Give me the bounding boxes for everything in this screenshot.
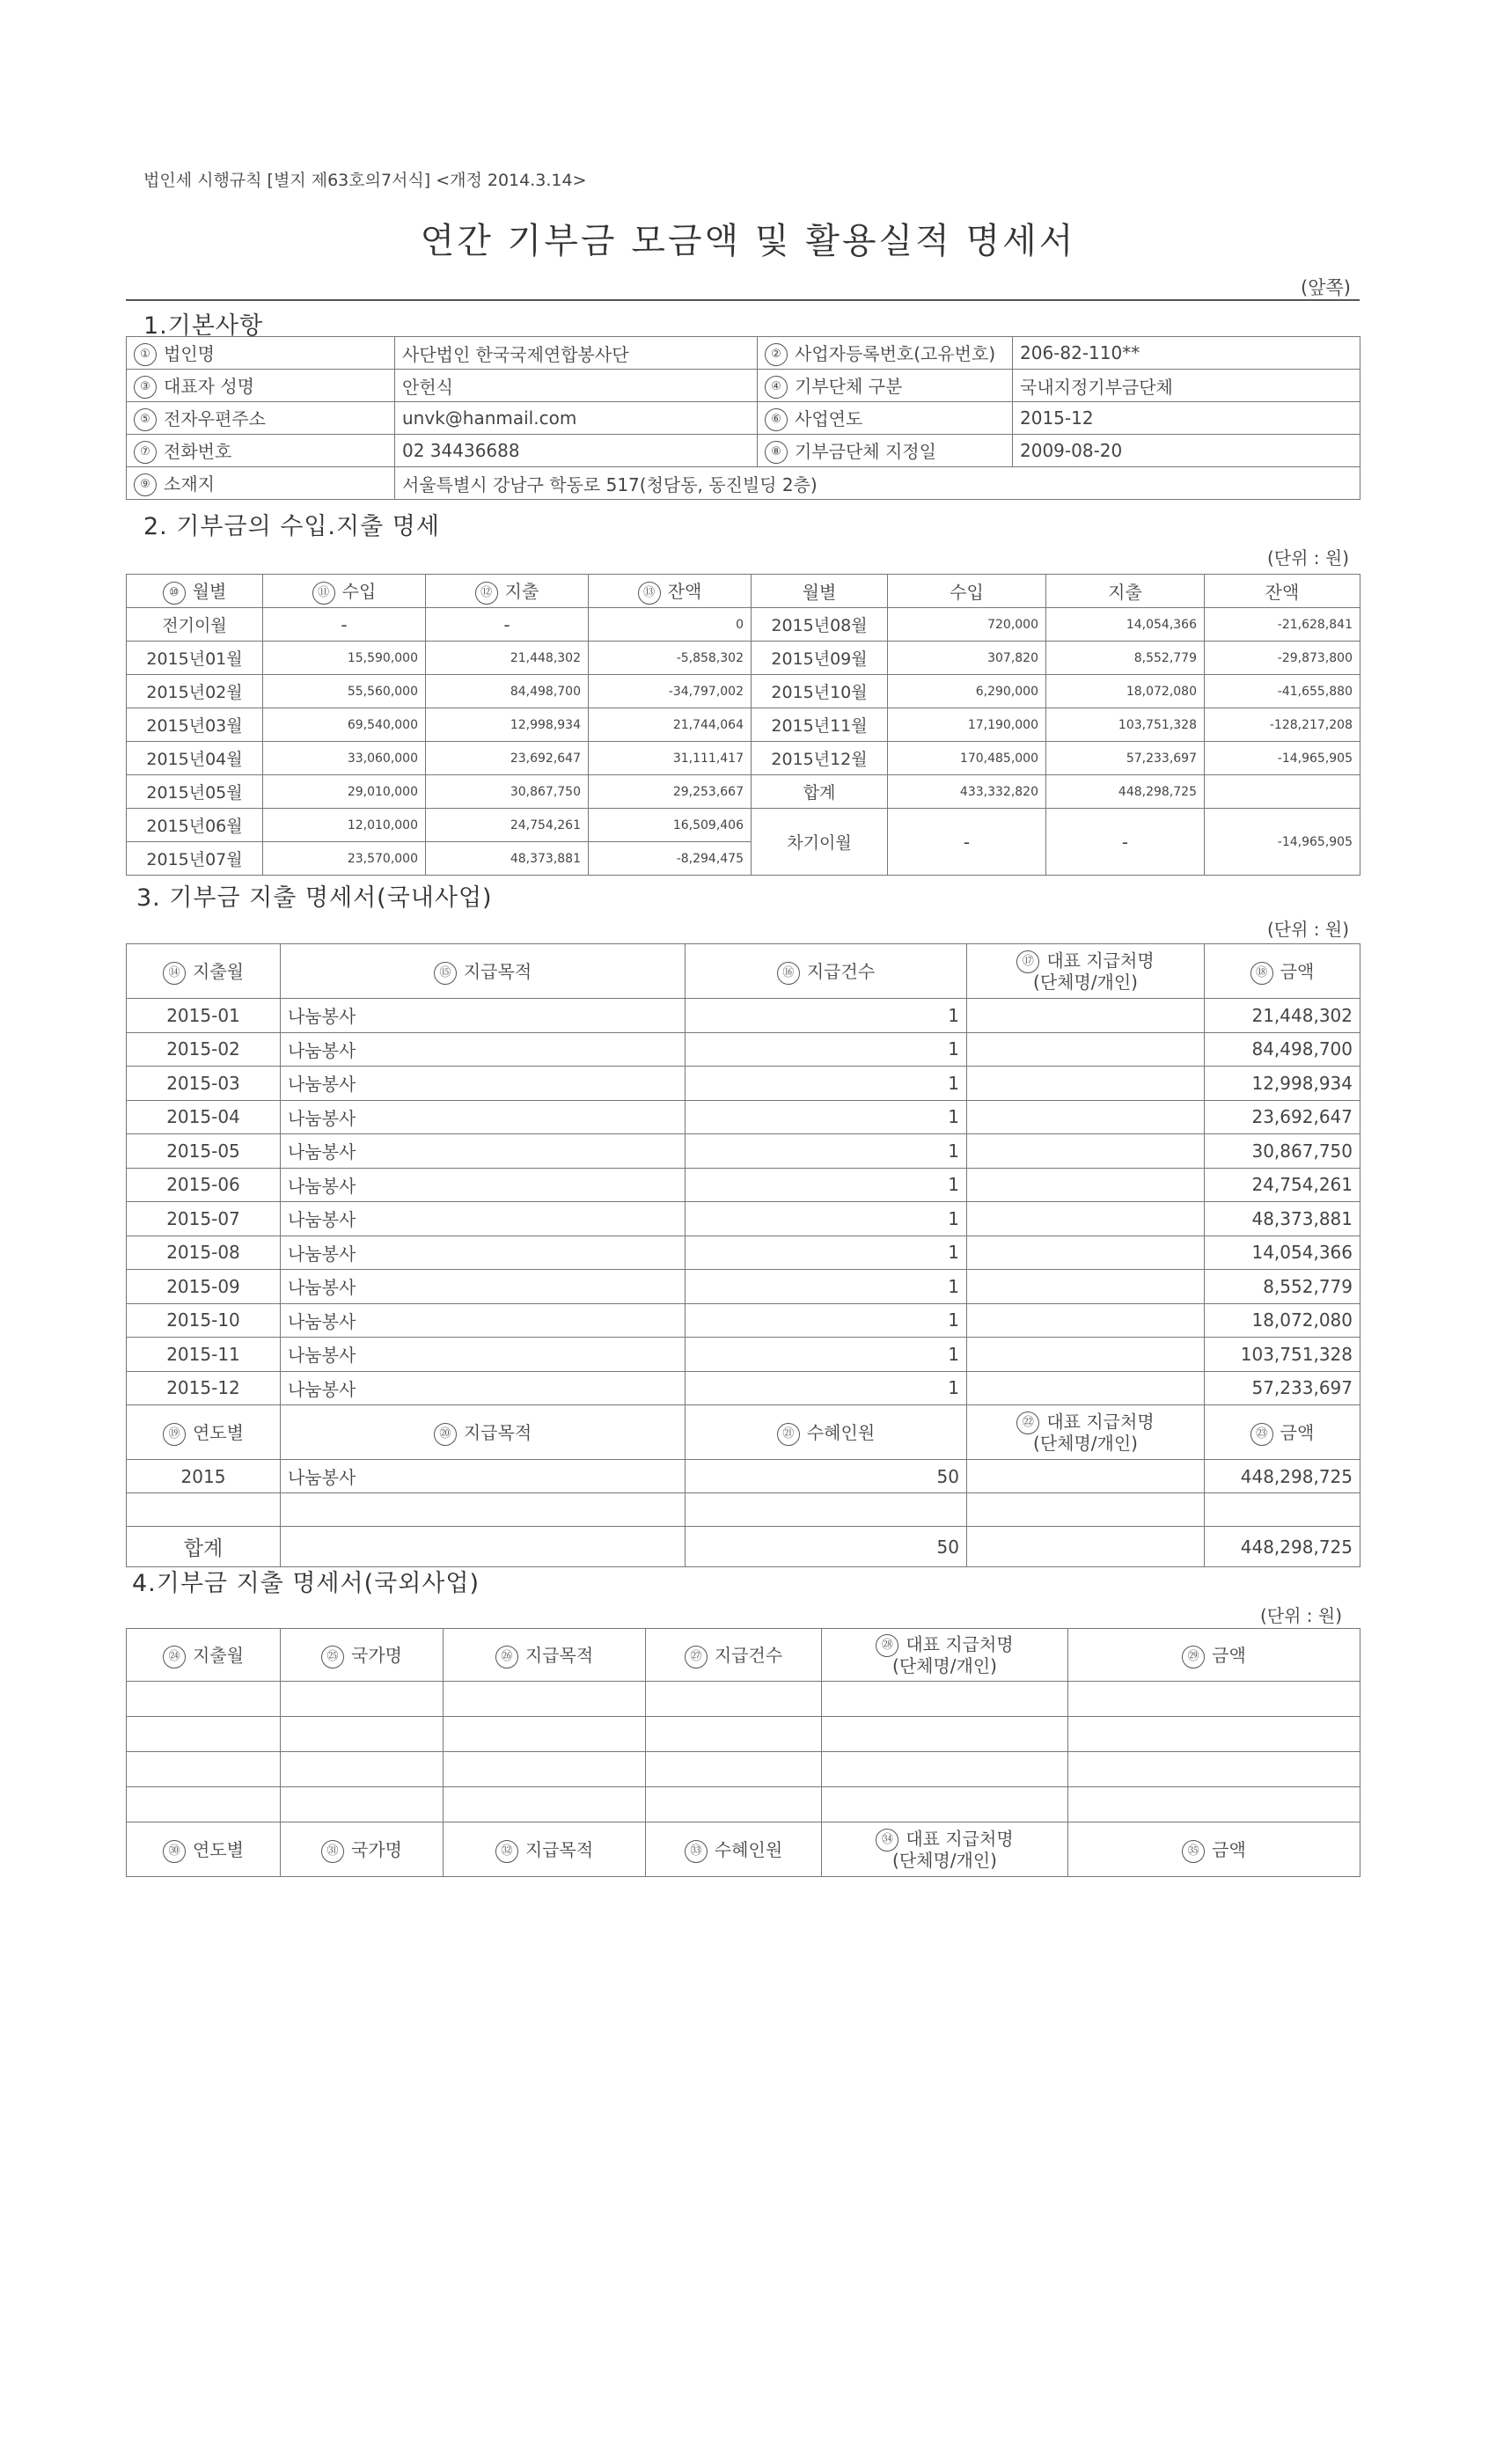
circled-number: ㉜: [495, 1840, 518, 1863]
recipient-cell: [967, 1134, 1205, 1169]
table-header-row: [127, 944, 1360, 999]
purpose-cell: 나눔봉사: [281, 999, 686, 1033]
column-header: 지출: [504, 581, 539, 603]
count-cell: 1: [686, 1338, 967, 1372]
table-row: [127, 708, 1360, 742]
month-cell: 2015-12: [127, 1371, 281, 1405]
table-row: [127, 775, 1360, 809]
yearly-header-row: [127, 1405, 1360, 1460]
count-cell: 1: [686, 1236, 967, 1270]
basic-info-row: [127, 337, 1360, 370]
month-cell: 2015년09월: [752, 642, 888, 675]
table-row: [127, 1202, 1360, 1236]
circled-number: ②: [765, 343, 788, 366]
purpose-cell: 나눔봉사: [281, 1067, 686, 1101]
month-cell: 2015년08월: [752, 608, 888, 642]
circled-number: ㉚: [163, 1840, 186, 1863]
form-reference: 법인세 시행규칙 [별지 제63호의7서식] <개정 2014.3.14>: [143, 171, 587, 190]
purpose-cell: 나눔봉사: [281, 1460, 686, 1493]
circled-number: ④: [765, 376, 788, 399]
recipient-cell: [967, 1460, 1205, 1493]
income-cell: 33,060,000: [263, 742, 426, 775]
income-cell: 17,190,000: [888, 708, 1046, 742]
address-value: 서울특별시 강남구 학동로 517(청담동, 동진빌딩 2층): [395, 467, 1360, 500]
column-header: 연도별: [193, 1839, 244, 1861]
column-header-sub: (단체명/개인): [1033, 1433, 1138, 1454]
section4-title: 4.기부금 지출 명세서(국외사업): [132, 1570, 480, 1597]
top-rule: [126, 299, 1360, 301]
purpose-cell: [281, 1527, 686, 1567]
field-label: 법인명: [164, 342, 215, 364]
count-cell: 1: [686, 1067, 967, 1101]
recipient-cell: [967, 1338, 1205, 1372]
month-cell: 2015년06월: [127, 809, 263, 842]
month-cell: 2015년04월: [127, 742, 263, 775]
income-total: 433,332,820: [888, 775, 1046, 809]
table-row: [127, 999, 1360, 1033]
month-cell: 2015년05월: [127, 775, 263, 809]
month-cell: 2015년03월: [127, 708, 263, 742]
field-label: 기부금단체 지정일: [795, 440, 936, 462]
recipient-cell: [967, 1168, 1205, 1202]
field-label: 사업자등록번호(고유번호): [795, 342, 996, 364]
circled-number: ㉙: [1182, 1646, 1205, 1668]
field-label: 대표자 성명: [164, 375, 254, 397]
circled-number: ㉗: [685, 1646, 708, 1668]
expense-cell: 24,754,261: [426, 809, 589, 842]
recipient-cell: [967, 1202, 1205, 1236]
field-label: 전자우편주소: [164, 407, 266, 429]
amount-cell: 8,552,779: [1205, 1270, 1360, 1304]
income-cell: 12,010,000: [263, 809, 426, 842]
table-row: [127, 1134, 1360, 1169]
table-row: [127, 742, 1360, 775]
recipient-cell: [967, 1371, 1205, 1405]
count-cell: 1: [686, 1100, 967, 1134]
field-label: 전화번호: [164, 440, 232, 462]
circled-number: ㉒: [1016, 1412, 1039, 1434]
table-row: [127, 1270, 1360, 1304]
field-value: 2015-12: [1013, 402, 1360, 435]
month-cell: 2015년12월: [752, 742, 888, 775]
income-cell: 69,540,000: [263, 708, 426, 742]
income-cell: 15,590,000: [263, 642, 426, 675]
section1-title: 1.기본사항: [143, 312, 264, 340]
income-cell: 720,000: [888, 608, 1046, 642]
field-label: 사업연도: [795, 407, 863, 429]
column-header: 대표 지급처명: [906, 1828, 1014, 1850]
column-header: 금액: [1280, 961, 1315, 983]
balance-cell: -34,797,002: [589, 675, 752, 708]
amount-cell: 448,298,725: [1205, 1460, 1360, 1493]
month-cell: 2015-06: [127, 1168, 281, 1202]
balance-cell: [1205, 775, 1360, 809]
count-cell: 1: [686, 1303, 967, 1338]
circled-number: ㉓: [1250, 1423, 1273, 1446]
amount-cell: 23,692,647: [1205, 1100, 1360, 1134]
circled-number: ⑰: [1016, 950, 1039, 973]
count-cell: 1: [686, 1371, 967, 1405]
amount-cell: 21,448,302: [1205, 999, 1360, 1033]
circled-number: ⑳: [434, 1423, 457, 1446]
table-row: [127, 1100, 1360, 1134]
purpose-cell: 나눔봉사: [281, 1100, 686, 1134]
column-header: 지급목적: [463, 961, 532, 983]
circled-number: ⑪: [312, 582, 335, 605]
unit-label: (단위 : 원): [1267, 547, 1350, 568]
income-cell: 23,570,000: [263, 842, 426, 876]
balance-cell: -41,655,880: [1205, 675, 1360, 708]
page-side-mark: (앞쪽): [1301, 277, 1351, 298]
purpose-cell: 나눔봉사: [281, 1202, 686, 1236]
expense-cell: 12,998,934: [426, 708, 589, 742]
field-value: 206-82-110**: [1013, 337, 1360, 370]
count-cell: 1: [686, 999, 967, 1033]
column-header: 수혜인원: [806, 1422, 876, 1444]
month-cell: 2015년10월: [752, 675, 888, 708]
amount-cell: 14,054,366: [1205, 1236, 1360, 1270]
circled-number: ㉔: [163, 1646, 186, 1668]
table-header-row: [127, 575, 1360, 608]
column-header: 금액: [1212, 1645, 1246, 1667]
amount-cell: 30,867,750: [1205, 1134, 1360, 1169]
table-row: [127, 608, 1360, 642]
column-header: 잔액: [667, 581, 702, 603]
amount-cell: 103,751,328: [1205, 1338, 1360, 1372]
total-label: 합계: [752, 775, 888, 809]
field-value: 사단법인 한국국제연합봉사단: [395, 337, 758, 370]
purpose-cell: 나눔봉사: [281, 1338, 686, 1372]
month-cell: 2015-09: [127, 1270, 281, 1304]
beneficiaries-cell: 50: [686, 1460, 967, 1493]
circled-number: ㉑: [777, 1423, 800, 1446]
income-cell: 170,485,000: [888, 742, 1046, 775]
address-row: [127, 467, 1360, 500]
expense-cell: 23,692,647: [426, 742, 589, 775]
column-header: 수입: [341, 581, 377, 603]
column-header: 금액: [1280, 1422, 1315, 1444]
expense-cell: 14,054,366: [1046, 608, 1205, 642]
column-header: 월별: [752, 575, 888, 608]
column-header: 지급건수: [806, 961, 876, 983]
recipient-cell: [967, 1100, 1205, 1134]
circled-number: ⑩: [163, 582, 186, 605]
month-cell: 2015-02: [127, 1032, 281, 1067]
balance-cell: -21,628,841: [1205, 608, 1360, 642]
overseas-expense-table: [126, 1628, 1360, 1877]
empty-row: [127, 1787, 1360, 1822]
expense-cell: 30,867,750: [426, 775, 589, 809]
carryover-balance: -14,965,905: [1205, 809, 1360, 876]
field-value: 2009-08-20: [1013, 435, 1360, 467]
column-header-sub: (단체명/개인): [1033, 972, 1138, 993]
document-title: 연간 기부금 모금액 및 활용실적 명세서: [420, 221, 1076, 261]
empty-row: [127, 1752, 1360, 1787]
domestic-expense-table: [126, 943, 1360, 1567]
table-row: [127, 1168, 1360, 1202]
table-row: [127, 1067, 1360, 1101]
month-cell: 2015년07월: [127, 842, 263, 876]
unit-label: (단위 : 원): [1267, 919, 1350, 940]
income-cell: 307,820: [888, 642, 1046, 675]
beneficiaries-total: 50: [686, 1527, 967, 1567]
recipient-cell: [967, 1270, 1205, 1304]
expense-cell: 21,448,302: [426, 642, 589, 675]
circled-number: ㉘: [876, 1634, 898, 1657]
month-cell: 전기이월: [127, 608, 263, 642]
column-header: 국가명: [351, 1645, 402, 1667]
month-cell: 2015-04: [127, 1100, 281, 1134]
column-header: 지출월: [193, 961, 244, 983]
recipient-cell: [967, 999, 1205, 1033]
income-cell: -: [263, 608, 426, 642]
circled-number: ⑲: [163, 1423, 186, 1446]
month-cell: 2015-11: [127, 1338, 281, 1372]
column-header: 수입: [888, 575, 1046, 608]
column-header: 지급목적: [463, 1422, 532, 1444]
unit-label: (단위 : 원): [1260, 1605, 1343, 1626]
month-cell: 2015-08: [127, 1236, 281, 1270]
expense-cell: 48,373,881: [426, 842, 589, 876]
recipient-cell: [967, 1067, 1205, 1101]
month-cell: 2015년01월: [127, 642, 263, 675]
count-cell: 1: [686, 1134, 967, 1169]
year-cell: 2015: [127, 1460, 281, 1493]
expense-cell: 57,233,697: [1046, 742, 1205, 775]
purpose-cell: 나눔봉사: [281, 1032, 686, 1067]
income-cell: 55,560,000: [263, 675, 426, 708]
recipient-cell: [967, 1032, 1205, 1067]
circled-number: ㉟: [1182, 1840, 1205, 1863]
column-header: 월별: [192, 581, 227, 603]
balance-cell: 29,253,667: [589, 775, 752, 809]
field-label: 기부단체 구분: [795, 375, 903, 397]
column-header: 잔액: [1205, 575, 1360, 608]
column-header: 지출: [1046, 575, 1205, 608]
purpose-cell: 나눔봉사: [281, 1236, 686, 1270]
circled-number: ㉛: [321, 1840, 344, 1863]
balance-cell: -128,217,208: [1205, 708, 1360, 742]
balance-cell: 31,111,417: [589, 742, 752, 775]
expense-cell: 84,498,700: [426, 675, 589, 708]
yearly-row: [127, 1460, 1360, 1493]
basic-info-table: [126, 336, 1360, 500]
column-header: 지급건수: [714, 1645, 783, 1667]
carryover-label: 차기이월: [752, 809, 888, 876]
circled-number: ⑤: [134, 408, 157, 431]
circled-number: ⑱: [1250, 962, 1273, 985]
recipient-cell: [967, 1303, 1205, 1338]
column-header-sub: (단체명/개인): [892, 1850, 997, 1871]
circled-number: ⑧: [765, 441, 788, 464]
column-header: 지급목적: [524, 1839, 594, 1861]
balance-cell: -14,965,905: [1205, 742, 1360, 775]
table-row: [127, 642, 1360, 675]
section3-title: 3. 기부금 지출 명세서(국내사업): [136, 884, 493, 912]
basic-info-row: [127, 402, 1360, 435]
empty-row: [127, 1717, 1360, 1752]
amount-cell: 12,998,934: [1205, 1067, 1360, 1101]
circled-number: ⑥: [765, 408, 788, 431]
expense-cell: 18,072,080: [1046, 675, 1205, 708]
amount-cell: 24,754,261: [1205, 1168, 1360, 1202]
circled-number: ⑯: [777, 962, 800, 985]
circled-number: ⑫: [475, 582, 498, 605]
purpose-cell: 나눔봉사: [281, 1168, 686, 1202]
column-header: 국가명: [351, 1839, 402, 1861]
balance-cell: 21,744,064: [589, 708, 752, 742]
expense-cell: -: [426, 608, 589, 642]
circled-number: ⑭: [163, 962, 186, 985]
table-row: [127, 675, 1360, 708]
circled-number: ㉖: [495, 1646, 518, 1668]
field-value: unvk@hanmail.com: [395, 402, 758, 435]
amount-cell: 18,072,080: [1205, 1303, 1360, 1338]
month-cell: 2015-01: [127, 999, 281, 1033]
basic-info-row: [127, 435, 1360, 467]
empty-row: [127, 1682, 1360, 1717]
income-cell: 6,290,000: [888, 675, 1046, 708]
circled-number: ①: [134, 343, 157, 366]
field-value: 02 34436688: [395, 435, 758, 467]
column-header-sub: (단체명/개인): [892, 1655, 997, 1676]
count-cell: 1: [686, 1202, 967, 1236]
circled-number: ③: [134, 376, 157, 399]
circled-number: ⑦: [134, 441, 157, 464]
month-cell: 2015년11월: [752, 708, 888, 742]
column-header: 금액: [1212, 1839, 1246, 1861]
month-cell: 2015-10: [127, 1303, 281, 1338]
column-header: 지출월: [193, 1645, 244, 1667]
basic-info-row: [127, 370, 1360, 402]
circled-number: ㉕: [321, 1646, 344, 1668]
table-row: [127, 1236, 1360, 1270]
month-cell: 2015년02월: [127, 675, 263, 708]
column-header: 대표 지급처명: [1046, 1411, 1155, 1433]
table-row: [127, 1032, 1360, 1067]
recipient-cell: [967, 1236, 1205, 1270]
amount-cell: 57,233,697: [1205, 1371, 1360, 1405]
amount-cell: 84,498,700: [1205, 1032, 1360, 1067]
circled-number: ⑨: [134, 473, 157, 496]
column-header: 연도별: [193, 1422, 244, 1444]
total-row: [127, 1527, 1360, 1567]
table-row: [127, 1371, 1360, 1405]
count-cell: 1: [686, 1270, 967, 1304]
expense-cell: 8,552,779: [1046, 642, 1205, 675]
amount-cell: 48,373,881: [1205, 1202, 1360, 1236]
column-header: 대표 지급처명: [906, 1633, 1014, 1655]
purpose-cell: 나눔봉사: [281, 1371, 686, 1405]
balance-cell: 16,509,406: [589, 809, 752, 842]
balance-cell: 0: [589, 608, 752, 642]
balance-cell: -8,294,475: [589, 842, 752, 876]
expense-total: 448,298,725: [1046, 775, 1205, 809]
recipient-cell: [967, 1527, 1205, 1567]
count-cell: 1: [686, 1168, 967, 1202]
section2-title: 2. 기부금의 수입.지출 명세: [143, 513, 440, 540]
month-cell: 2015-07: [127, 1202, 281, 1236]
amount-total: 448,298,725: [1205, 1527, 1360, 1567]
circled-number: ㉞: [876, 1829, 898, 1852]
purpose-cell: 나눔봉사: [281, 1303, 686, 1338]
column-header: 지급목적: [524, 1645, 594, 1667]
column-header: 수혜인원: [714, 1839, 783, 1861]
purpose-cell: 나눔봉사: [281, 1270, 686, 1304]
month-cell: 2015-03: [127, 1067, 281, 1101]
carryover-income: -: [888, 809, 1046, 876]
income-expense-table: [126, 574, 1360, 876]
field-value: 안헌식: [395, 370, 758, 402]
month-cell: 2015-05: [127, 1134, 281, 1169]
count-cell: 1: [686, 1032, 967, 1067]
circled-number: ⑮: [434, 962, 457, 985]
circled-number: ㉝: [685, 1840, 708, 1863]
circled-number: ⑬: [638, 582, 661, 605]
yearly-header-row: [127, 1822, 1360, 1877]
table-row: [127, 1338, 1360, 1372]
empty-row: [127, 1493, 1360, 1527]
field-value: 국내지정기부금단체: [1013, 370, 1360, 402]
table-row: [127, 809, 1360, 842]
field-label: 소재지: [164, 473, 215, 495]
balance-cell: -29,873,800: [1205, 642, 1360, 675]
purpose-cell: 나눔봉사: [281, 1134, 686, 1169]
table-row: [127, 1303, 1360, 1338]
table-header-row: [127, 1629, 1360, 1682]
column-header: 대표 지급처명: [1046, 950, 1155, 972]
total-label: 합계: [127, 1527, 281, 1567]
expense-cell: 103,751,328: [1046, 708, 1205, 742]
balance-cell: -5,858,302: [589, 642, 752, 675]
income-cell: 29,010,000: [263, 775, 426, 809]
carryover-expense: -: [1046, 809, 1205, 876]
